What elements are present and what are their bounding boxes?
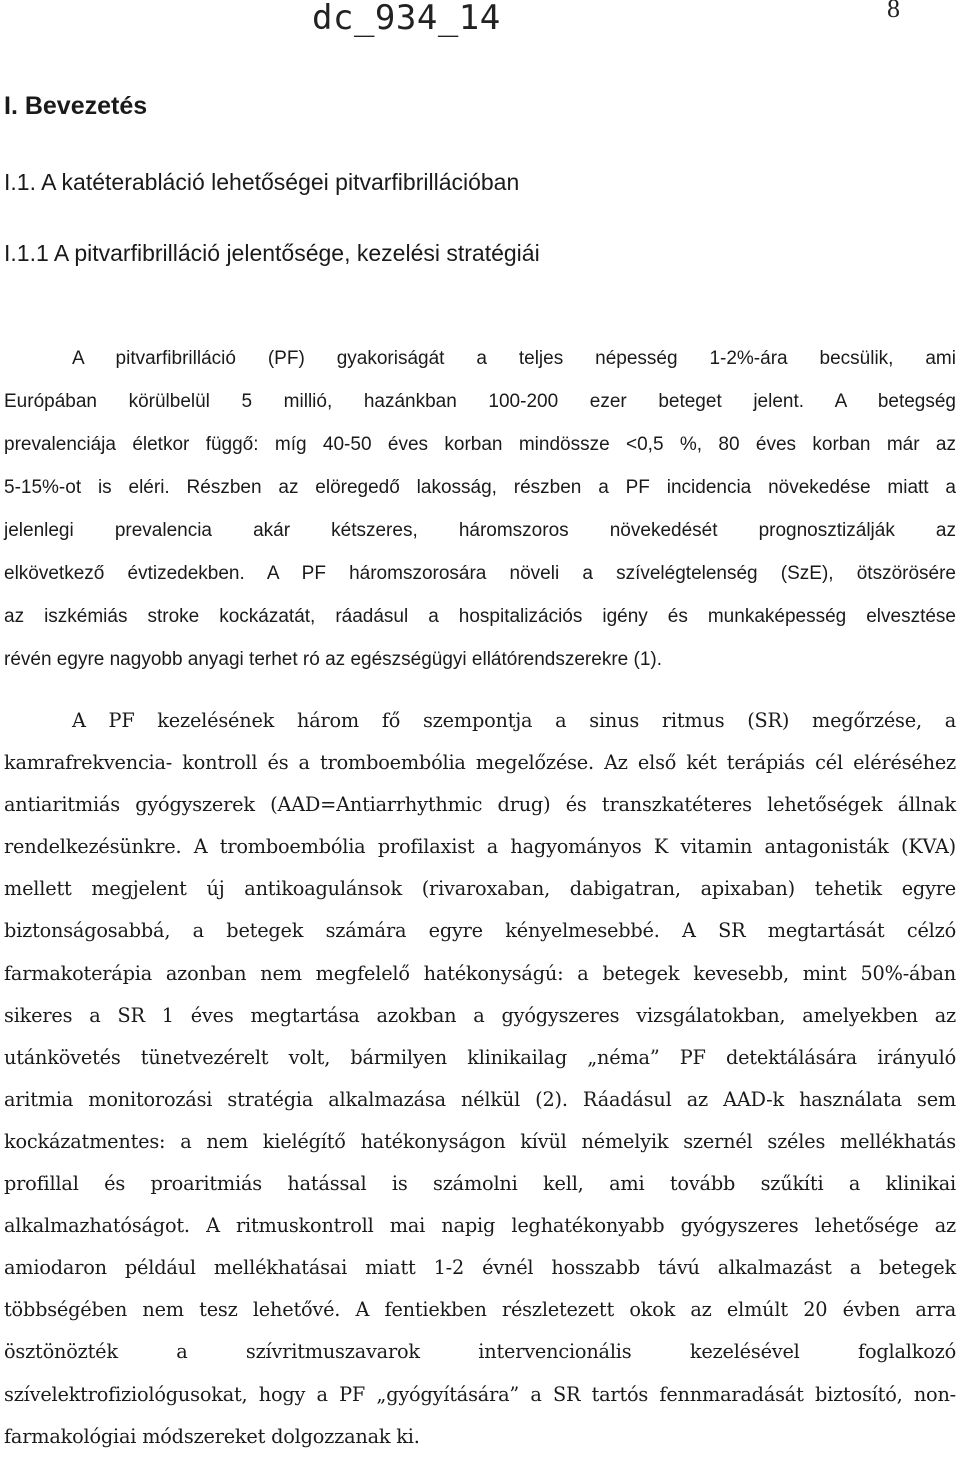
- paragraph-line: antiaritmiás gyógyszerek (AAD=Antiarrhythmic drug) és transzkatéteres lehetőségek állnak: [4, 793, 956, 817]
- document-id: dc_934_14: [312, 0, 501, 38]
- paragraph-line: biztonságosabbá, a betegek számára egyre kényelmesebbé. A SR megtartását célzó: [4, 919, 956, 943]
- paragraph-line: elkövetkező évtizedekben. A PF háromszorosára növeli a szívelégtelenség (SzE), ötszörösére: [4, 563, 956, 584]
- paragraph-line: utánkövetés tünetvezérelt volt, bármilyen klinikailag „néma” PF detektálására irányuló: [4, 1045, 956, 1069]
- paragraph-1: [4, 337, 956, 681]
- paragraph-line: rendelkezésünkre. A tromboembólia profilaxist a hagyományos K vitamin antagonisták (KVA): [4, 835, 956, 859]
- paragraph-line: az iszkémiás stroke kockázatát, ráadásul a hospitalizációs igény és munkaképesség elvesztése: [4, 606, 956, 627]
- paragraph-line: amiodaron például mellékhatásai miatt 1-2 évnél hosszabb távú alkalmazást a betegek: [4, 1256, 956, 1280]
- paragraph-line: sikeres a SR 1 éves megtartása azokban a gyógyszeres vizsgálatokban, amelyekben az: [4, 1003, 956, 1027]
- paragraph-line: szívelektrofiziológusokat, hogy a PF „gyógyítására” a SR tartós fennmaradását biztosító, non-: [4, 1382, 956, 1406]
- paragraph-line: ösztönözték a szívritmuszavarok intervencionális kezelésével foglalkozó: [4, 1340, 956, 1364]
- paragraph-line: profillal és proaritmiás hatással is számolni kell, ami tovább szűkíti a klinikai: [4, 1172, 956, 1196]
- paragraph-line: A pitvarfibrilláció (PF) gyakoriságát a teljes népesség 1-2%-ára becsülik, ami: [72, 348, 956, 369]
- paragraph-line: Európában körülbelül 5 millió, hazánkban 100-200 ezer beteget jelent. A betegség: [4, 391, 956, 412]
- chapter-heading: I. Bevezetés: [4, 92, 148, 120]
- paragraph-line: mellett megjelent új antikoagulánsok (rivaroxaban, dabigatran, apixaban) tehetik egyre: [4, 877, 956, 901]
- page-number: 8: [887, 0, 900, 23]
- paragraph-line: aritmia monitorozási stratégia alkalmazása nélkül (2). Ráadásul az AAD-k használata sem: [4, 1087, 956, 1111]
- paragraph-line: farmakológiai módszereket dolgozzanak ki.: [4, 1424, 420, 1448]
- subsection-heading: I.1.1 A pitvarfibrilláció jelentősége, kezelési stratégiái: [4, 240, 540, 266]
- paragraph-line: révén egyre nagyobb anyagi terhet ró az egészségügyi ellátórendszerekre (1).: [4, 649, 662, 670]
- section-heading: I.1. A katéterabláció lehetőségei pitvarfibrillációban: [4, 169, 520, 195]
- paragraph-line: prevalenciája életkor függő: míg 40-50 éves korban mindössze <0,5 %, 80 éves korban már az: [4, 434, 956, 455]
- paragraph-line: kamrafrekvencia- kontroll és a tromboembólia megelőzése. Az első két terápiás cél eléréséhez: [4, 751, 956, 775]
- paragraph-line: farmakoterápia azonban nem megfelelő hatékonyságú: a betegek kevesebb, mint 50%-ában: [4, 961, 956, 985]
- paragraph-line: jelenlegi prevalencia akár kétszeres, háromszoros növekedését prognosztizálják az: [4, 520, 956, 541]
- paragraph-line: A PF kezelésének három fő szempontja a sinus ritmus (SR) megőrzése, a: [72, 709, 956, 732]
- paragraph-line: alkalmazhatóságot. A ritmuskontroll mai napig leghatékonyabb gyógyszeres lehetősége az: [4, 1214, 956, 1238]
- paragraph-line: 5-15%-ot is eléri. Részben az elöregedő lakosság, részben a PF incidencia növekedése miatt a: [4, 477, 956, 498]
- paragraph-2: [4, 700, 956, 1458]
- paragraph-line: kockázatmentes: a nem kielégítő hatékonyságon kívül némelyik szernél széles mellékhatás: [4, 1129, 956, 1153]
- paragraph-line: többségében nem tesz lehetővé. A fentiekben részletezett okok az elmúlt 20 évben arra: [4, 1298, 956, 1322]
